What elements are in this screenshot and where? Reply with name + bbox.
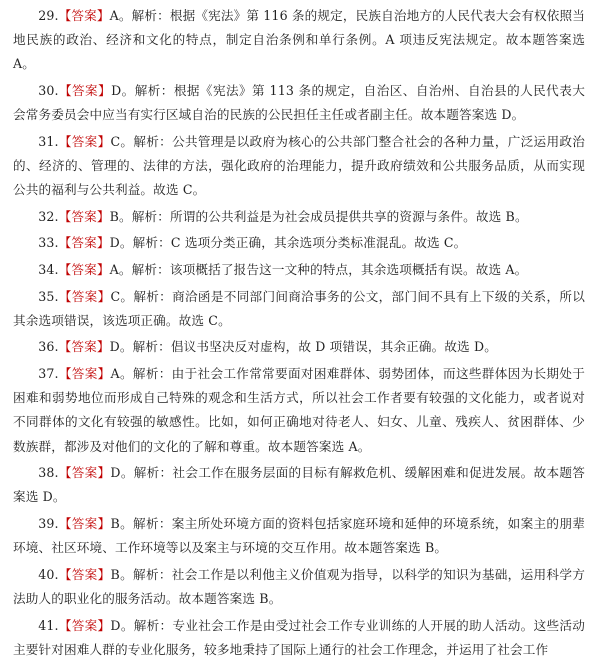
- answer-letter: B。: [110, 566, 134, 582]
- answer-item-31: [13, 130, 585, 203]
- answer-item-34: [13, 258, 585, 282]
- answer-item-39: [13, 512, 585, 560]
- answer-tag: 【答案】: [58, 8, 110, 23]
- explanation-text: 解析：专业社会工作是由受过社会工作专业训练的人开展的助人活动。这些活动主要针对困难人群的专业化服务，较多地秉持了国际上通行的社会工作理念，并运用了社会工作: [13, 617, 586, 657]
- item-number: 29.: [38, 8, 59, 23]
- item-number: 37.: [38, 365, 59, 381]
- answer-tag: 【答案】: [58, 515, 111, 531]
- answer-item-29: [13, 4, 585, 77]
- explanation-text: 解析：根据《宪法》第 116 条的规定，民族自治地方的人民代表大会有权依照当地民族的政治、经济和文化的特点，制定自治条例和单行条例。A 项违反宪法规定。故本题答案选 A。: [13, 8, 585, 72]
- answer-tag: 【答案】: [58, 83, 112, 98]
- explanation-text: 解析：根据《宪法》第 113 条的规定，自治区、自治州、自治县的人民代表大会常务委员会中应当有实行区域自治的民族的公民担任主任或者副主任。故本题答案选 D。: [13, 83, 586, 123]
- answer-tag: 【答案】: [58, 235, 110, 251]
- answer-tag: 【答案】: [58, 465, 111, 481]
- answer-letter: B。: [110, 515, 134, 531]
- answer-document: [13, 4, 585, 664]
- answer-tag: 【答案】: [58, 566, 111, 582]
- answer-tag: 【答案】: [58, 365, 111, 381]
- explanation-text: 解析：由于社会工作常常要面对困难群体、弱势团体，而这些群体因为长期处于困难和弱势地位而形成自己特殊的观念和生活方式，所以社会工作者要有较强的文化能力，或者说对不同群体的文化有较强的敏感性。比如，如何正确地对待老人、妇女、儿童、残疾人、贫困群体、少数族群，都涉及对他们的文化的了解和尊重。故本题答案选 A。: [13, 365, 586, 454]
- answer-letter: C。: [110, 288, 134, 304]
- answer-item-35: [13, 285, 585, 333]
- item-number: 38.: [38, 465, 59, 481]
- explanation-text: 解析：该项概括了报告这一文种的特点，其余选项概括有误。故选 A。: [131, 261, 528, 277]
- explanation-text: 解析：C 选项分类正确，其余选项分类标准混乱。故选 C。: [132, 235, 467, 251]
- answer-tag: 【答案】: [58, 261, 110, 277]
- item-number: 33.: [38, 235, 59, 251]
- answer-item-40: [13, 563, 585, 611]
- explanation-text: 解析：商洽函是不同部门间商洽事务的公文，部门间不具有上下级的关系，所以其余选项错误，该选项正确。故选 C。: [13, 288, 586, 328]
- answer-letter: C。: [110, 133, 134, 149]
- explanation-text: 解析：社会工作是以利他主义价值观为指导，以科学的知识为基础，运用科学方法助人的职业化的服务活动。故本题答案选 B。: [13, 566, 585, 606]
- answer-letter: D。: [111, 83, 135, 98]
- answer-item-38: [13, 461, 585, 509]
- item-number: 31.: [38, 133, 59, 149]
- answer-item-30: [13, 79, 585, 127]
- answer-item-36: [13, 335, 585, 359]
- item-number: 30.: [38, 83, 59, 98]
- explanation-text: 解析：公共管理是以政府为核心的公共部门整合社会的各种力量，广泛运用政治的、经济的、管理的、法律的方法，强化政府的治理能力，提升政府绩效和公共服务品质，从而实现公共的福利与公共利益。故选 C。: [13, 133, 586, 198]
- answer-item-33: [13, 231, 585, 255]
- explanation-text: 解析：案主所处环境方面的资料包括家庭环境和延伸的环境系统，如案主的朋辈环境、社区环境、工作环境等以及案主与环境的交互作用。故本题答案选 B。: [13, 515, 585, 556]
- explanation-text: 解析：所谓的公共利益是为社会成员提供共享的资源与条件。故选 B。: [131, 208, 528, 224]
- answer-letter: D。: [109, 235, 133, 251]
- item-number: 35.: [38, 288, 59, 304]
- answer-letter: D。: [109, 339, 133, 355]
- item-number: 32.: [38, 208, 59, 224]
- answer-tag: 【答案】: [58, 208, 110, 224]
- answer-item-37: [13, 362, 585, 459]
- answer-tag: 【答案】: [58, 339, 110, 355]
- answer-letter: B。: [109, 208, 132, 224]
- item-number: 41.: [38, 617, 59, 633]
- item-number: 36.: [38, 339, 59, 355]
- item-number: 40.: [38, 566, 59, 582]
- answer-tag: 【答案】: [58, 288, 111, 304]
- answer-tag: 【答案】: [58, 617, 111, 633]
- answer-letter: A。: [109, 261, 132, 277]
- item-number: 39.: [38, 515, 59, 531]
- answer-letter: A。: [109, 8, 132, 23]
- answer-item-32: [13, 205, 585, 229]
- answer-letter: A。: [110, 365, 133, 381]
- answer-tag: 【答案】: [58, 133, 111, 149]
- answer-letter: D。: [110, 617, 134, 633]
- answer-letter: D。: [110, 465, 134, 481]
- item-number: 34.: [38, 261, 59, 277]
- answer-item-41: [13, 614, 585, 662]
- explanation-text: 解析：社会工作在服务层面的目标有解救危机、缓解困难和促进发展。故本题答案选 D。: [13, 465, 586, 505]
- explanation-text: 解析：倡议书坚决反对虚构，故 D 项错误，其余正确。故选 D。: [132, 339, 497, 355]
